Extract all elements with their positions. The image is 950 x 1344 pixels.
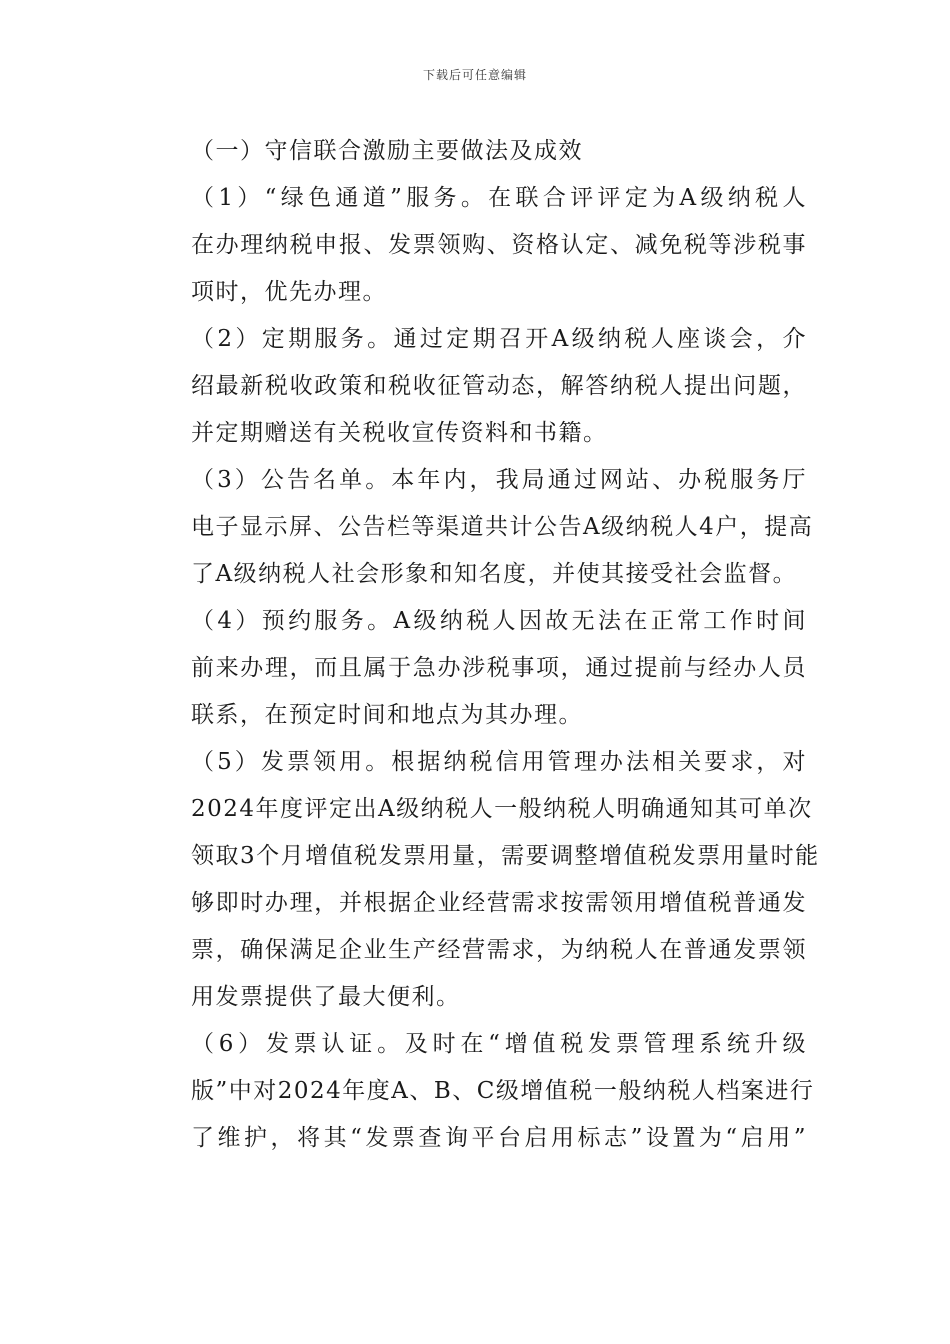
paragraph-line: 前来办理，而且属于急办涉税事项，通过提前与经办人员: [191, 655, 807, 681]
paragraph-line: （1）“绿色通道”服务。在联合评评定为A级纳税人: [191, 185, 807, 211]
paragraph-line: 用发票提供了最大便利。: [191, 984, 461, 1010]
paragraph-line: （5）发票领用。根据纳税信用管理办法相关要求，对: [191, 749, 807, 775]
paragraph-line: 2024年度评定出A级纳税人一般纳税人明确通知其可单次: [191, 796, 813, 822]
paragraph-line: （2）定期服务。通过定期召开A级纳税人座谈会，介: [191, 326, 807, 352]
paragraph-line: 版”中对2024年度A、B、C级增值税一般纳税人档案进行: [191, 1078, 815, 1104]
paragraph-4: [145, 598, 807, 739]
paragraph-3: [145, 457, 814, 598]
paragraph-line: （6）发票认证。及时在“增值税发票管理系统升级: [191, 1031, 807, 1057]
paragraph-line: 够即时办理，并根据企业经营需求按需领用增值税普通发: [191, 890, 807, 916]
paragraph-line: 电子显示屏、公告栏等渠道共计公告A级纳税人4户，提高: [191, 514, 814, 540]
paragraph-6: [145, 1021, 815, 1162]
section-heading: （一）守信联合激励主要做法及成效: [191, 138, 583, 164]
paragraph-line: 绍最新税收政策和税收征管动态，解答纳税人提出问题，: [191, 373, 807, 399]
paragraph-line: 并定期赠送有关税收宣传资料和书籍。: [191, 420, 608, 446]
paragraph-line: 领取3个月增值税发票用量，需要调整增值税发票用量时能: [191, 843, 820, 869]
paragraph-line: 票，确保满足企业生产经营需求，为纳税人在普通发票领: [191, 937, 807, 963]
paragraph-5: [145, 739, 820, 1021]
paragraph-2: [145, 316, 807, 457]
paragraph-line: （4）预约服务。A级纳税人因故无法在正常工作时间: [191, 608, 807, 634]
document-body: [145, 128, 820, 1162]
paragraph-line: 了维护，将其“发票查询平台启用标志”设置为“启用”: [191, 1125, 807, 1151]
paragraph-line: 在办理纳税申报、发票领购、资格认定、减免税等涉税事: [191, 232, 807, 258]
paragraph-line: 了A级纳税人社会形象和知名度，并使其接受社会监督。: [191, 561, 798, 587]
paragraph-1: [145, 175, 807, 316]
page-header: 下载后可任意编辑: [422, 68, 527, 82]
paragraph-line: （3）公告名单。本年内，我局通过网站、办税服务厅: [191, 467, 807, 493]
paragraph-line: 项时，优先办理。: [191, 279, 387, 305]
paragraph-line: 联系，在预定时间和地点为其办理。: [191, 702, 583, 728]
